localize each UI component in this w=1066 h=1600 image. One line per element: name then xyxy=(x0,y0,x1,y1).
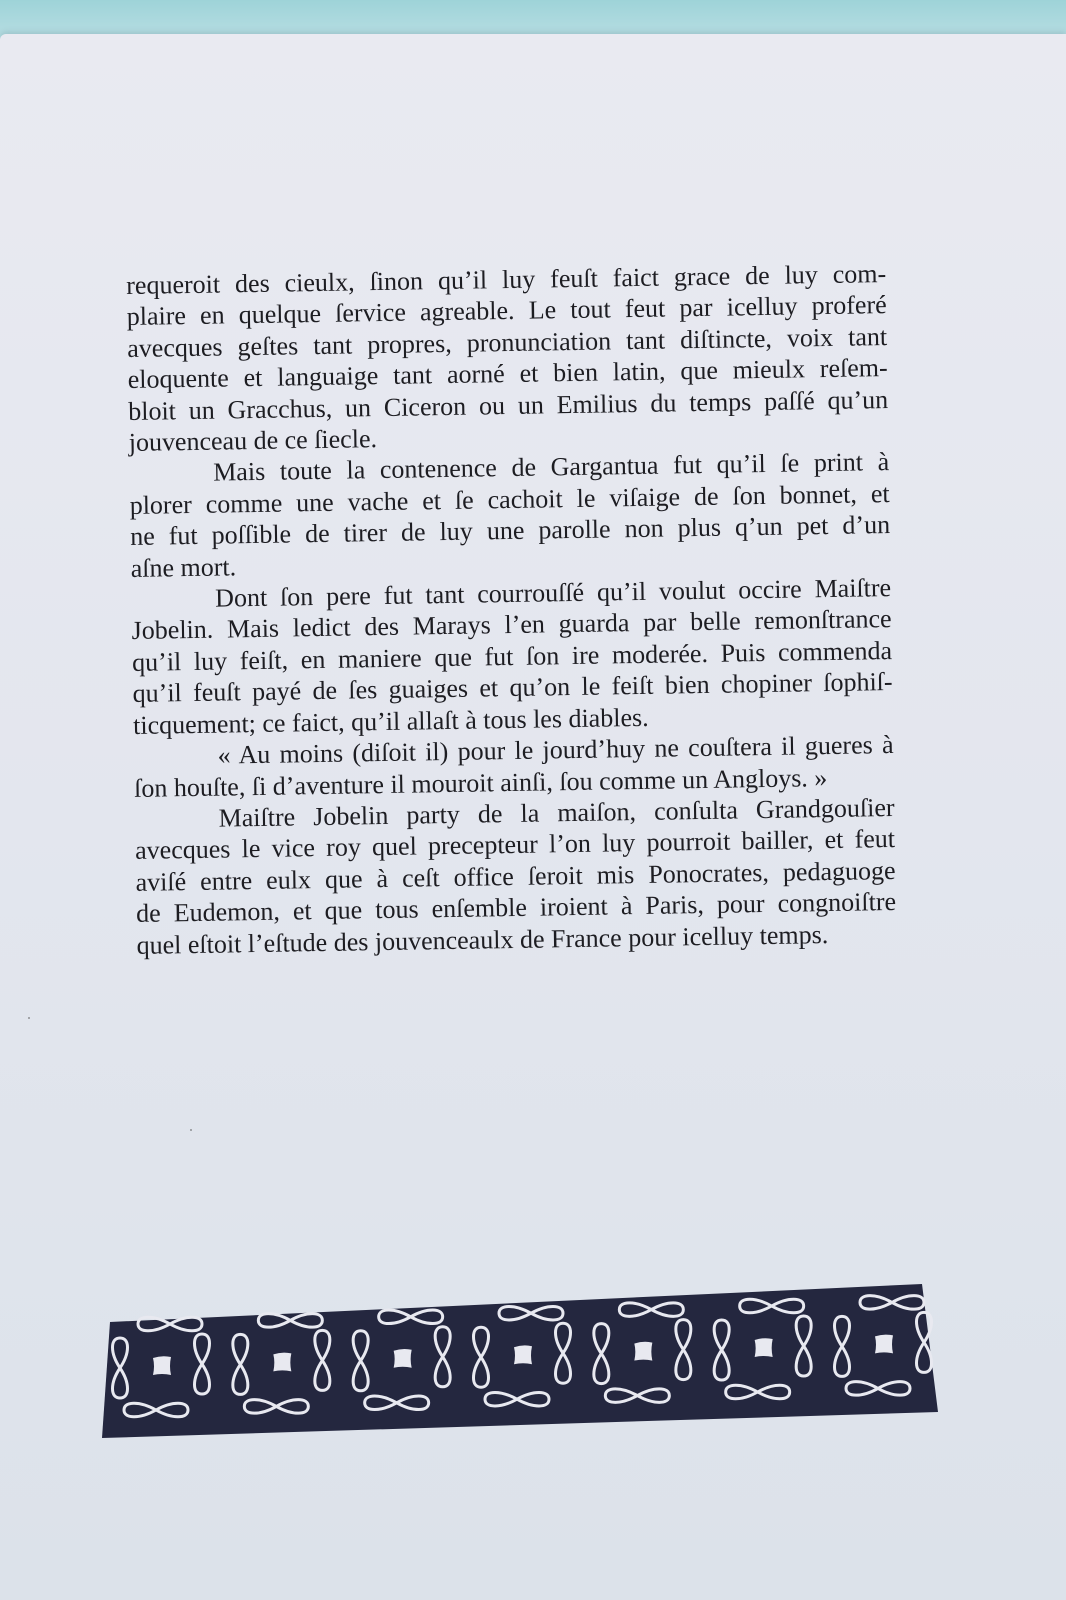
text-line: quel eſtoit l’eſtude des jouvenceaulx de France pour icelluy temps. xyxy=(136,919,829,960)
text-line: eloquente et languaige tant aorné et bien latin, que mieulx reſem- xyxy=(127,353,888,395)
center-diamond xyxy=(634,1342,652,1361)
center-diamond xyxy=(755,1338,773,1357)
paper-speck xyxy=(28,1017,30,1019)
text-line: Mais toute la contenence de Gargantua fut qu’il ſe print à xyxy=(212,447,890,488)
text-line: jouvenceau de ce ſiecle. xyxy=(128,424,378,458)
center-diamond xyxy=(875,1335,893,1354)
paragraph xyxy=(131,572,893,741)
text-line: aſne mort. xyxy=(130,551,237,583)
text-line: aviſé entre eulx que à ceſt office ſeroit mis Ponocrates, pedaguoge xyxy=(135,855,896,897)
center-diamond xyxy=(394,1349,412,1368)
center-diamond xyxy=(153,1356,171,1375)
center-diamond xyxy=(273,1353,291,1372)
text-line: ne fut poſſible de tirer de luy une parolle non plus q’un pet d’un xyxy=(129,510,891,552)
text-line: de Eudemon, et que tous enſemble iroient à Paris, pour congnoiſtre xyxy=(135,887,897,929)
paragraph xyxy=(126,258,889,458)
text-line: plaire en quelque ſervice agreable. Le tout feut par icelluy proferé xyxy=(126,290,887,332)
paragraph xyxy=(133,729,894,804)
paragraph xyxy=(129,446,891,584)
text-line: ſon houſte, ſi d’aventure il mouroit ainſi, ſou comme un Angloys. » xyxy=(133,762,828,803)
paragraph xyxy=(134,792,896,961)
center-diamond xyxy=(514,1345,532,1364)
text-line: plorer comme une vache et ſe cachoit le viſaige de ſon bonnet, et xyxy=(129,478,890,520)
text-line: ticquement; ce faict, qu’il allaſt à tous les diables. xyxy=(132,702,649,740)
book-page xyxy=(0,34,1066,1600)
text-line: Dont ſon pere fut tant courrouſſé qu’il voulut occire Maiſtre xyxy=(214,573,892,613)
decorative-band xyxy=(102,1284,954,1474)
text-line: avecques le vice roy quel precepteur l’on luy pourroit bailler, et feut xyxy=(134,824,896,866)
text-line: Jobelin. Mais ledict des Marays l’en guarda par belle remonſtrance xyxy=(131,604,892,646)
text-line: qu’il feuſt payé de ſes guaiges et qu’on le feiſt bien chopiner ſophiſ- xyxy=(132,667,893,709)
text-line: bloit un Gracchus, un Ciceron ou un Emilius du temps paſſé qu’un xyxy=(127,384,889,426)
text-line: qu’il luy feiſt, en maniere que fut ſon ire moderée. Puis commenda xyxy=(131,635,893,677)
text-line: Maiſtre Jobelin party de la maiſon, conſulta Grandgouſier xyxy=(218,792,895,833)
paper-speck xyxy=(190,1129,192,1131)
text-line: requeroit des cieulx, ſinon qu’il luy feuſt faict grace de luy com- xyxy=(126,259,887,300)
text-line: avecques geſtes tant propres, pronunciation tant diſtincte, voix tant xyxy=(127,321,888,363)
body-text xyxy=(126,258,897,961)
text-line: « Au moins (diſoit il) pour le jourd’huy ne couſtera il gueres à xyxy=(217,730,894,770)
